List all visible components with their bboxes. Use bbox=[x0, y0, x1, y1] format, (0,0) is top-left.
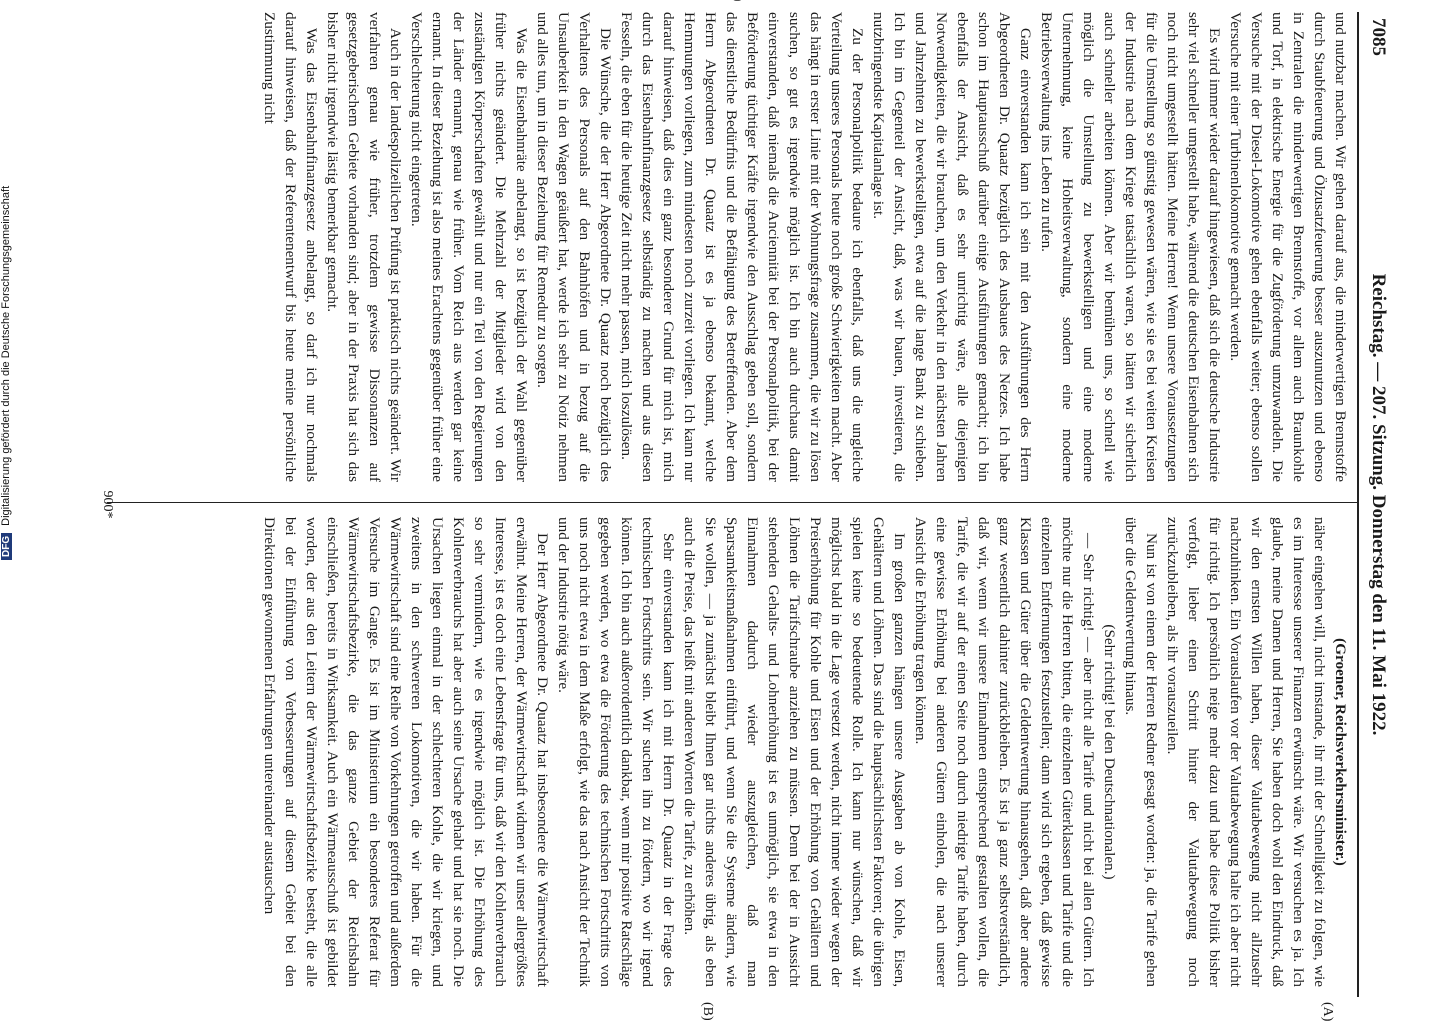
speaker-label: (Groener, Reichsverkehrsminister.) bbox=[1332, 638, 1349, 866]
digitization-attribution bbox=[0, 186, 12, 560]
paragraph: näher eingehen will, nicht imstande, ihr mit der Schnelligkeit zu folgen, wie es im Interesse unserer Finanzen erwünscht wäre. Wir versuchen es ja. Ich glaube, meine Damen und Herren, Sie haben doch wohl den Eindruck, daß wir den ernsten Willen haben, dieser Valutabewegung nicht allzusehr nachzuhinken. Ein Vorauslaufen vor der Valutabewegung halte ich aber nicht für richtig. Ich persönlich neige mehr dazu und habe diese Politik bisher verfolgt, lieber einen Schritt hinter der Valutabewegung noch zurückzubleiben, als ihr vorauszueilen. bbox=[1164, 517, 1328, 987]
rotated-page-content bbox=[90, 12, 1395, 1021]
column-divider bbox=[107, 502, 1357, 503]
column-right bbox=[211, 517, 1351, 987]
page-footnote-mark: 900* bbox=[100, 490, 115, 519]
paragraph: Was das Eisenbahnfinanzgesetz anbelangt, so darf ich nur nochmals darauf hinweisen, daß der Referentenentwurf bis heute meine persönliche Zustimmung nicht bbox=[261, 12, 320, 482]
page-number: 7085 bbox=[1368, 18, 1389, 56]
paragraph: Auch in der landespolizeilichen Prüfung ist praktisch nichts geändert. Wir verfahren genau wie früher, trotzdem gewisse Dissonanzen auf gesetzgeberischem Gebiete vorhanden sind; aber in der Praxis hat sich das bisher nicht irgendwie lästig bemerkbar gemacht. bbox=[324, 12, 404, 482]
dfg-logo: DFG bbox=[1, 533, 12, 560]
paragraph: Der Herr Abgeordnete Dr. Quaatz hat insbesondere die Wärmewirtschaft erwähnt. Meine Herren, der Wärmewirtschaft widmen wir unser allergrößtes Interesse, ist es doch eine Lebensfrage für uns, daß wir den Kohlenverbrauch so sehr vermindern, wie es irgendwie möglich ist. Die Erhöhung des Kohlenverbrauchs hat aber auch seine Ursache gehabt und hat sie noch. Die Ursachen liegen einmal in der schlechteren Kohle, die wir kriegen, und zweitens in den schwereren Lokomotiven, die wir haben. Für die Wärmewirtschaft sind eine Reihe von Vorkehrungen getroffen und außerdem Versuche im Gange. Es ist im Ministerium ein besonderes Referat für Wärmewirtschaftsbezirke, die das ganze Gebiet der Reichsbahn einschließen, bereits in Wirksamkeit. Auch ein Wärmeausschuß ist gebildet worden, der aus den Leitern der Wärmewirtschaftsbezirke besteht, die alle bei der Einführung von Verbesserungen auf diesem Gebiet bei den Direktionen gewonnenen Erfahrungen untereinander austauschen bbox=[261, 517, 551, 987]
attribution-text: Digitalisierung gefördert durch die Deutsche Forschungsgemeinschaft bbox=[0, 185, 12, 526]
paragraph: Im großen ganzen hängen unsere Ausgaben ab von Kohle, Eisen, Gehältern und Löhnen. Das sind die hauptsächlichsten Faktoren; die übrigen spielen keine so bedeutende Rolle. Ich kann nur wünschen, daß wir möglichst bald in die Lage versetzt werden, nicht immer wieder wegen der Preiserhöhung für Kohle und Eisen und der Erhöhung von Gehältern und Löhnen die Tarifschraube anziehen zu müssen. Denn bei der in Aussicht stehenden Gehalts- und Lohnerhöhung ist es unmöglich, sie etwa in den Einnahmen dadurch wieder auszugleichen, daß man Sparsamkeitsmaßnahmen einführt, und wenn Sie die Systeme ändern, wie Sie wollen, — ja zunächst bleibt Ihnen gar nichts anderes übrig, als eben auch die Preise, das heißt mit anderen Worten die Tarife, zu erhöhen. bbox=[681, 517, 908, 987]
margin-letter-d bbox=[729, 0, 745, 1]
paragraph: Was die Eisenbahnräte anbelangt, so ist bezüglich der Wahl gegenüber früher nichts geändert. Die Mehrzahl der Mitglieder wird von den zuständigen Körperschaften gewählt und nur ein Teil von den Regierungen der Länder ernannt, genau wie früher. Vom Reich aus werden gar keine ernannt. In dieser Beziehung ist also meines Erachtens gegenüber früher eine Verschlechterung nicht eingetreten. bbox=[408, 12, 530, 482]
paragraph: Nun ist von einem der Herren Redner gesagt worden: ja, die Tarife gehen über die Geldentwertung hinaus. bbox=[1122, 517, 1160, 987]
paragraph: Ganz einverstanden kann ich sein mit den Ausführungen des Herrn Abgeordneten Dr. Quaatz bezüglich des Ausbaues des Netzes. Ich habe schon im Hauptausschuß darüber einige Ausführungen gemacht; ich bin ebenfalls der Ansicht, daß es sehr unrichtig wäre, alle diejenigen Notwendigkeiten, die wir brauchen, um den Verkehr in den nächsten Jahren und Jahrzehnten zu bewerkstelligen, etwa auf die lange Bank zu schieben. Ich bin im Gegenteil der Ansicht, daß, was wir bauen, investieren, die nutzbringendste Kapitalanlage ist. bbox=[870, 12, 1034, 482]
page-title: Reichstag. — 207. Sitzung. Donnerstag den 11. Mai 1922. bbox=[1368, 273, 1389, 736]
margin-letter-c bbox=[1335, 0, 1351, 1]
header-rule bbox=[1357, 12, 1359, 997]
margin-letter-a: (A) bbox=[1320, 1002, 1335, 1021]
paragraph: Die Wünsche, die der Herr Abgeordnete Dr. Quaatz noch bezüglich des Verhaltens des Personals auf den Bahnhöfen und in bezug auf die Unsauberkeit in den Wagen geäußert hat, werde ich sehr zu Notiz nehmen und alles tun, um in dieser Beziehung für Remedur zu sorgen. bbox=[534, 12, 614, 482]
paragraph: Es wird immer wieder darauf hingewiesen, daß sich die deutsche Industrie sehr viel schneller umgestellt habe, während die deutschen Eisenbahnen sich noch nicht umgestellt hätten. Meine Herren! Wenn unsere Voraussetzungen für die Umstellung so günstig gewesen wären, wie sie es bei weiten Kreisen der Industrie nach dem Kriege tatsächlich waren, so hätten wir sicherlich auch schneller arbeiten können. Aber wir bemühen uns, so schnell wie möglich die Umstellung zu bewerkstelligen und eine moderne Unternehmung, keine Hoheitsverwaltung, sondern eine moderne Betriebsverwaltung ins Leben zu rufen. bbox=[1038, 12, 1223, 482]
paragraph: — Sehr richtig! — aber nicht alle Tarife und nicht bei allen Gütern. Ich möchte nur die Herren bitten, die einzelnen Güterklassen und Tarife und die einzelnen Entfernungen festzustellen; dann wird sich ergeben, daß gewisse Klassen und Güter über die Geldentwertung hinausgehen, daß aber andere ganz wesentlich dahinter zurückbleiben. Es ist ja ganz selbstverständlich, daß wir, wenn wir unsere Einnahmen entsprechend gestalten wollen, die Tarife, die wir auf der einen Seite noch durch niedrige Tarife haben, durch eine gewisse Erhöhung bei anderen Gütern einholen, die nach unserer Ansicht die Erhöhung tragen können. bbox=[912, 517, 1097, 987]
paragraph: und nutzbar machen. Wir gehen darauf aus, die minderwertigen Brennstoffe durch Staubfeuerung und Ölzusatzfeuerung besser auszunutzen und ebenso in Zentralen die minderwertigen Brennstoffe, vor allem auch Braunkohle und Torf, in elektrische Energie für die Zugförderung umzuwandeln. Die Versuche mit der Diesel-Lokomotive gehen ebenfalls weiter; ebenso sollen Versuche mit einer Turbinenlokomotive gemacht werden. bbox=[1227, 12, 1349, 482]
paragraph: Zu der Personalpolitik bedaure ich ebenfalls, daß uns die ungleiche Verteilung unseres Personals heute noch große Schwierigkeiten macht. Aber das hängt in erster Linie mit der Wohnungsfrage zusammen, die wir zu lösen suchen, so gut es irgendwie möglich ist. Ich bin auch durchaus damit einverstanden, daß niemals die Anciennität bei der Personalpolitik, bei der Beförderung tüchtiger Kräfte irgendwie den Ausschlag geben soll, sondern das dienstliche Bedürfnis und die Befähigung des Betreffenden. Aber dem Herrn Abgeordneten Dr. Quaatz ist es ja ebenso bekannt, welche Hemmungen vorliegen, zum mindesten noch zurzeit vorliegen. Ich kann nur darauf hinweisen, daß dies ein ganz besonderer Grund für mich ist, mich durch das Eisenbahnfinanzgesetz selbständig zu machen und aus diesen Fesseln, die eben für die heutige Zeit nicht mehr passen, mich loszulösen. bbox=[618, 12, 866, 482]
paragraph: Sehr einverstanden kann ich mit Herrn Dr. Quaatz in der Frage des technischen Fortschritts sein. Wir suchen ihn zu fördern, wo wir irgend können. Ich bin auch außerordentlich dankbar, wenn mir positive Ratschläge gegeben werden, wo etwa die Förderung des technischen Fortschritts von uns noch nicht etwa in dem Maße erfolgt, wie das nach Ansicht der Technik und der Industrie nötig wäre. bbox=[555, 517, 677, 987]
margin-letter-b: (B) bbox=[700, 1002, 715, 1021]
column-left bbox=[261, 12, 1351, 482]
page-header bbox=[1361, 12, 1395, 997]
interjection: (Sehr richtig! bei den Deutschnationalen.) bbox=[1101, 624, 1118, 880]
